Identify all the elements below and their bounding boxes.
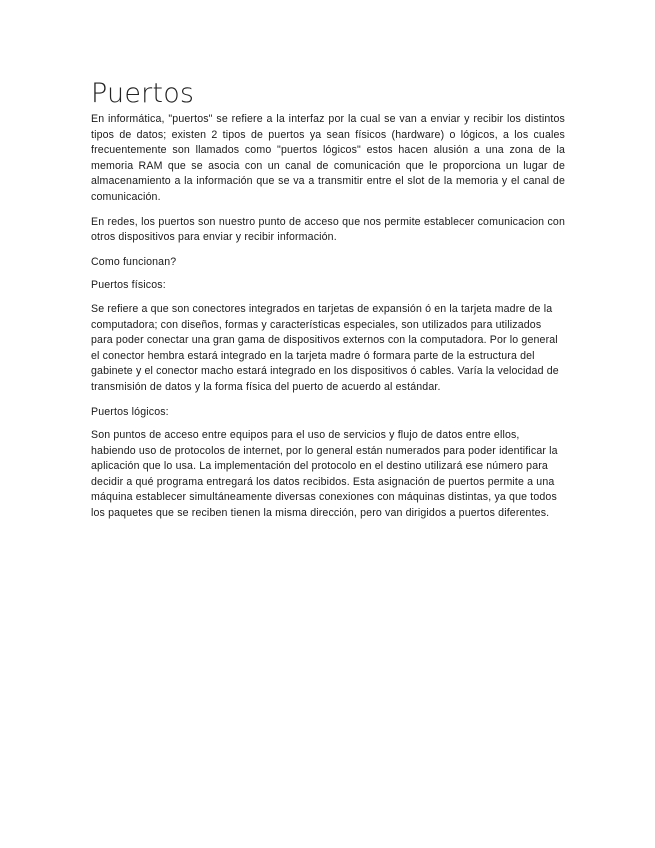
networks-paragraph: En redes, los puertos son nuestro punto de acceso que nos permite establecer comunicacion con otros dispositivos para enviar y recibir información. bbox=[91, 215, 565, 244]
physical-ports-paragraph: Se refiere a que son conectores integrados en tarjetas de expansión ó en la tarjeta madre de la computadora; con diseños, formas y características especiales, son utilizados para utilizados para poder conectar una gran gama de dispositivos externos con la computadora. Por lo general el conector hembra estará integrado en la tarjeta madre ó formara parte de la estructura del gabinete y el conector macho estará integrado en los dispositivos ó cables. Varía la velocidad de transmisión de datos y la forma física del puerto de acuerdo al estándar. bbox=[91, 302, 559, 393]
question-heading: Como funcionan? bbox=[91, 255, 177, 268]
logical-ports-heading: Puertos lógicos: bbox=[91, 405, 169, 418]
intro-paragraph: En informática, "puertos" se refiere a la interfaz por la cual se van a enviar y recibir los distintos tipos de datos; existen 2 tipos de puertos ya sean físicos (hardware) o lógicos, a los cuales frecuentemente son llamados como "puertos lógicos" estos hacen alusión a una zona de la memoria RAM que se asocia con un canal de comunicación que le proporciona un lugar de almacenamiento a la información que se va a transmitir entre el slot de la memoria y el canal de comunicación. bbox=[91, 113, 565, 203]
logical-ports-paragraph: Son puntos de acceso entre equipos para el uso de servicios y flujo de datos entre ellos, habiendo uso de protocolos de internet, por lo general están numerados para poder identificar la aplicación que lo usa. La implementación del protocolo en el destino utilizará ese número para decidir a qué programa entregará los datos recibidos. Esta asignación de puertos permite a una máquina establecer simultáneamente diversas conexiones con máquinas distintas, ya que todos los paquetes que se reciben tienen la misma dirección, pero van dirigidos a puertos diferentes. bbox=[91, 429, 558, 520]
physical-ports-heading: Puertos físicos: bbox=[91, 279, 166, 292]
document-page bbox=[91, 78, 565, 531]
page-title: Puertos bbox=[91, 78, 195, 109]
